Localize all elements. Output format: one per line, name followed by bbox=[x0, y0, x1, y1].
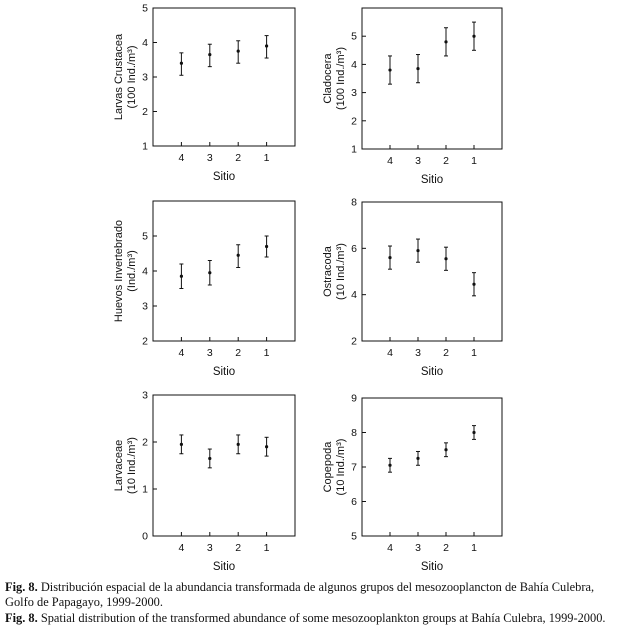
y-tick-label: 2 bbox=[351, 115, 357, 128]
data-point bbox=[472, 431, 475, 434]
x-tick-label: 4 bbox=[178, 152, 185, 164]
x-tick-label: 4 bbox=[387, 542, 393, 554]
x-tick-label: 2 bbox=[235, 152, 242, 164]
data-point bbox=[180, 443, 183, 446]
x-tick-label: 3 bbox=[206, 542, 213, 554]
x-axis-label: Sitio bbox=[212, 561, 236, 573]
y-axis-label: (10 Ind./m³) bbox=[335, 243, 347, 300]
data-point bbox=[388, 256, 391, 259]
data-point bbox=[472, 283, 475, 286]
x-axis-label: Sitio bbox=[420, 366, 444, 378]
plot-frame bbox=[153, 201, 295, 341]
panel-4 bbox=[322, 197, 502, 379]
x-tick-label: 3 bbox=[206, 152, 213, 164]
y-tick-label: 1 bbox=[142, 140, 148, 153]
panel-5 bbox=[113, 390, 295, 574]
panel-3 bbox=[113, 201, 295, 378]
y-tick-label: 5 bbox=[351, 30, 357, 43]
y-tick-label: 6 bbox=[351, 496, 357, 508]
y-axis-label: (Ind./m³) bbox=[126, 250, 138, 292]
caption-spanish-text: Distribución espacial de la abundancia transformada de algunos grupos del mesozooplancton de Bahía Culebra, Golfo de Papagayo, 1999-2000. bbox=[5, 580, 595, 609]
y-tick-label: 8 bbox=[351, 427, 357, 439]
data-point bbox=[237, 50, 240, 53]
y-axis-label: (10 Ind./m³) bbox=[335, 438, 347, 496]
x-tick-label: 3 bbox=[415, 155, 421, 167]
y-tick-label: 9 bbox=[351, 392, 357, 405]
y-tick-label: 3 bbox=[142, 389, 148, 402]
y-tick-label: 1 bbox=[351, 143, 357, 156]
y-tick-label: 1 bbox=[142, 483, 148, 496]
data-point bbox=[208, 53, 211, 56]
data-point bbox=[444, 257, 447, 260]
caption-spanish bbox=[5, 580, 613, 610]
data-point bbox=[416, 67, 419, 70]
caption-english bbox=[5, 611, 613, 626]
data-point bbox=[416, 457, 419, 460]
caption-english-label: Fig. 8. bbox=[5, 611, 38, 625]
x-axis-label: Sitio bbox=[420, 561, 444, 573]
data-point bbox=[180, 275, 183, 278]
x-tick-label: 2 bbox=[443, 155, 449, 167]
y-tick-label: 3 bbox=[142, 300, 148, 313]
x-tick-label: 1 bbox=[471, 347, 477, 359]
x-tick-label: 3 bbox=[415, 347, 421, 359]
y-axis-label: Cladocera bbox=[322, 53, 334, 104]
y-axis-label: Copepoda bbox=[322, 441, 334, 493]
y-axis-label: Huevos Invertebrado bbox=[113, 219, 125, 323]
plot-frame bbox=[153, 8, 295, 146]
x-tick-label: 2 bbox=[235, 347, 242, 359]
data-point bbox=[265, 445, 268, 448]
x-tick-label: 3 bbox=[415, 542, 421, 554]
y-tick-label: 2 bbox=[142, 106, 148, 118]
x-tick-label: 4 bbox=[178, 542, 185, 554]
x-tick-label: 1 bbox=[263, 542, 270, 554]
data-point bbox=[444, 40, 447, 43]
y-axis-label: Larvas Crustacea bbox=[113, 33, 125, 121]
x-tick-label: 3 bbox=[206, 347, 213, 359]
y-tick-label: 5 bbox=[142, 2, 148, 15]
y-axis-label: (100 Ind./m³) bbox=[335, 47, 347, 110]
panel-2 bbox=[322, 8, 502, 186]
data-point bbox=[237, 254, 240, 257]
x-tick-label: 1 bbox=[471, 155, 477, 167]
panel-1 bbox=[113, 3, 295, 184]
plot-frame bbox=[153, 395, 295, 536]
x-tick-label: 2 bbox=[235, 542, 242, 554]
x-tick-label: 2 bbox=[443, 542, 449, 554]
data-point bbox=[416, 249, 419, 252]
x-tick-label: 1 bbox=[263, 347, 270, 359]
data-point bbox=[265, 245, 268, 248]
x-tick-label: 4 bbox=[387, 155, 393, 167]
y-axis-label: (10 Ind./m³) bbox=[126, 437, 138, 494]
y-tick-label: 4 bbox=[351, 289, 357, 302]
data-point bbox=[472, 35, 475, 38]
y-tick-label: 2 bbox=[142, 436, 148, 449]
panel-6 bbox=[322, 393, 502, 574]
y-tick-label: 3 bbox=[351, 87, 357, 100]
y-tick-label: 3 bbox=[142, 71, 148, 84]
y-tick-label: 4 bbox=[142, 37, 148, 49]
x-tick-label: 2 bbox=[443, 347, 449, 359]
caption-spanish-label: Fig. 8. bbox=[5, 580, 38, 594]
y-tick-label: 5 bbox=[351, 530, 357, 543]
data-point bbox=[388, 464, 391, 467]
caption-english-text: Spatial distribution of the transformed abundance of some mesozooplankton groups at Bahía Culebra, 1999-2000. bbox=[40, 611, 606, 625]
y-axis-label: (100 Ind./m³) bbox=[126, 45, 138, 109]
plot-frame bbox=[362, 8, 502, 149]
plot-frame bbox=[362, 398, 502, 536]
data-point bbox=[265, 44, 268, 47]
data-point bbox=[237, 443, 240, 446]
y-tick-label: 4 bbox=[142, 265, 148, 278]
y-tick-label: 4 bbox=[351, 58, 357, 71]
y-tick-label: 2 bbox=[351, 335, 357, 348]
y-axis-label: Larvaceae bbox=[113, 439, 125, 492]
x-tick-label: 1 bbox=[263, 152, 270, 164]
x-tick-label: 4 bbox=[387, 347, 393, 359]
x-axis-label: Sitio bbox=[420, 174, 444, 186]
y-axis-label: Ostracoda bbox=[322, 246, 334, 297]
plot-frame bbox=[362, 202, 502, 341]
x-axis-label: Sitio bbox=[212, 366, 236, 378]
y-tick-label: 6 bbox=[351, 242, 357, 255]
data-point bbox=[180, 62, 183, 65]
data-point bbox=[388, 68, 391, 71]
y-tick-label: 5 bbox=[142, 230, 148, 243]
y-tick-label: 8 bbox=[351, 196, 357, 209]
data-point bbox=[208, 457, 211, 460]
data-point bbox=[208, 271, 211, 274]
x-tick-label: 1 bbox=[471, 542, 477, 554]
x-axis-label: Sitio bbox=[212, 171, 236, 183]
y-tick-label: 0 bbox=[142, 530, 148, 543]
x-tick-label: 4 bbox=[178, 347, 185, 359]
y-tick-label: 2 bbox=[142, 335, 148, 348]
y-tick-label: 7 bbox=[351, 461, 357, 474]
data-point bbox=[444, 448, 447, 451]
